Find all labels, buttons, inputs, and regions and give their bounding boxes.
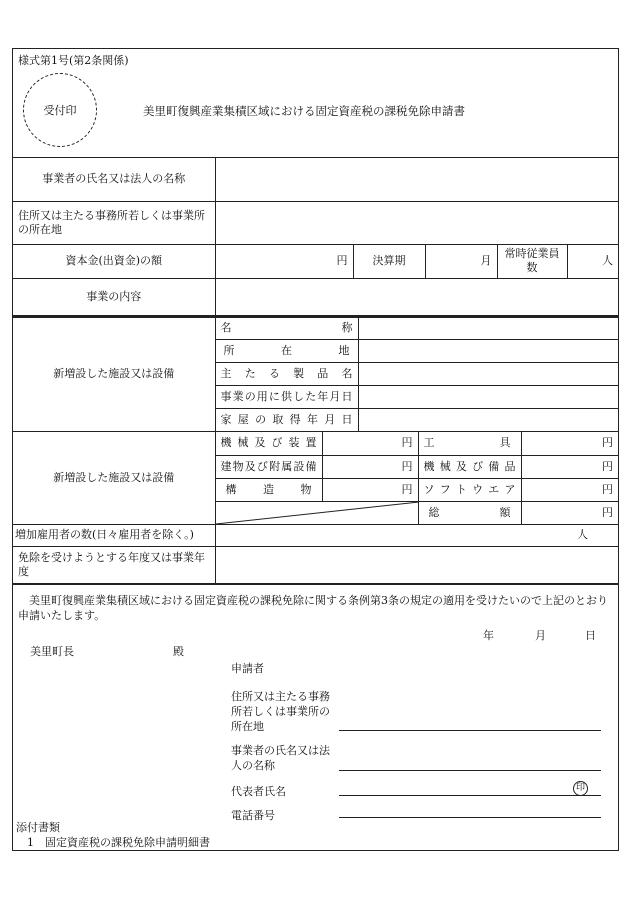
employees-added-label: 増加雇用者の数(日々雇用者を除く。) [13,525,215,547]
facility-table [13,316,618,433]
applicant-name-label: 事業者の氏名又は法人の名称 [231,744,330,772]
yen-unit: 円 [602,505,613,519]
applicant-address-line[interactable] [339,730,601,731]
facility-value[interactable] [358,340,618,363]
facility-value[interactable] [358,409,618,432]
representative-line[interactable] [339,795,601,796]
extra-table [13,525,618,585]
asset-item: 機械及び装置 [215,432,322,455]
stamp-label: 受付印 [43,104,77,117]
asset-value[interactable] [521,432,618,455]
phone-line[interactable] [339,817,601,818]
representative-label: 代表者氏名 [231,785,286,798]
name-field[interactable] [215,158,618,201]
asset-item: 機械及び備品 [418,455,521,478]
address-field[interactable] [215,201,618,244]
facility-value[interactable] [358,317,618,340]
fiscal-unit: 月 [480,254,492,267]
employees-added-field[interactable] [215,525,618,547]
person-unit: 人 [577,528,588,542]
applicant-name-line[interactable] [339,770,601,771]
declaration-section [13,584,618,850]
date-month: 月 [535,629,546,642]
reception-stamp-area [23,73,97,147]
date-day: 日 [585,629,596,642]
yen-unit: 円 [401,482,413,496]
yen-unit: 円 [602,459,613,473]
capital-field[interactable] [215,244,353,278]
asset-item: 構造物 [215,478,322,501]
date-year: 年 [483,629,494,642]
fiscal-field[interactable] [425,244,497,278]
asset-item: ソフトウエア [418,478,521,501]
asset-value[interactable] [322,432,418,455]
attachments-label: 添付書類 [16,821,60,834]
assets-table [13,432,618,525]
form-frame [12,48,619,851]
facility-item: 所在地 [215,340,358,363]
facility-value[interactable] [358,363,618,386]
asset-value[interactable] [521,501,618,524]
employees-label: 常時従業員数 [497,244,567,278]
page-title: 美里町復興産業集積区域における固定資産税の課税免除申請書 [143,104,465,118]
facility-item: 事業の用に供した年月日 [215,386,358,409]
addressee: 美里町長 [30,645,74,658]
exempt-year-field[interactable] [215,547,618,584]
asset-value[interactable] [322,455,418,478]
declaration-text: 美里町復興産業集積区域における固定資産税の課税免除に関する条例第3条の規定の適用を受けたいので上記のとおり申請いたします。 [18,594,608,622]
yen-unit: 円 [602,436,613,450]
diagonal-line [216,502,419,524]
facility-value[interactable] [358,386,618,409]
asset-value[interactable] [521,455,618,478]
asset-value[interactable] [521,478,618,501]
capital-unit: 円 [336,254,348,267]
asset-item: 総額 [418,501,521,524]
business-field[interactable] [215,278,618,315]
capital-label: 資本金(出資金)の額 [13,244,215,278]
business-label: 事業の内容 [13,278,215,315]
applicant-table [13,158,618,316]
applicant-label: 申請者 [231,662,264,675]
attachment-item: 1 固定資産税の課税免除申請明細書 [27,836,210,849]
diagonal-cell [215,501,418,524]
facility-item: 主たる製品名 [215,363,358,386]
fiscal-label: 決算期 [353,244,425,278]
asset-item: 工具 [418,432,521,455]
name-label: 事業者の氏名又は法人の名称 [13,158,215,201]
form-number: 様式第1号(第2条関係) [18,54,129,67]
facility-label: 新増設した施設又は設備 [13,317,215,432]
form-header [13,49,618,158]
yen-unit: 円 [401,459,413,473]
honorific: 殿 [173,645,184,658]
employees-field[interactable] [567,244,618,278]
facility-item: 名称 [215,317,358,340]
yen-unit: 円 [602,482,613,496]
assets-label: 新増設した施設又は設備 [13,432,215,524]
application-form [12,48,619,858]
seal-mark: 印 [573,781,588,796]
yen-unit: 円 [401,436,413,450]
asset-value[interactable] [322,478,418,501]
address-label: 住所又は主たる事務所若しくは事業所の所在地 [13,201,215,244]
applicant-address-label: 住所又は主たる事務所若しくは事業所の所在地 [231,690,330,733]
phone-label: 電話番号 [231,809,275,822]
asset-item: 建物及び附属設備 [215,455,322,478]
facility-item: 家屋の取得年月日 [215,409,358,432]
employees-unit: 人 [602,254,614,267]
exempt-year-label: 免除を受けようとする年度又は事業年度 [13,547,215,584]
